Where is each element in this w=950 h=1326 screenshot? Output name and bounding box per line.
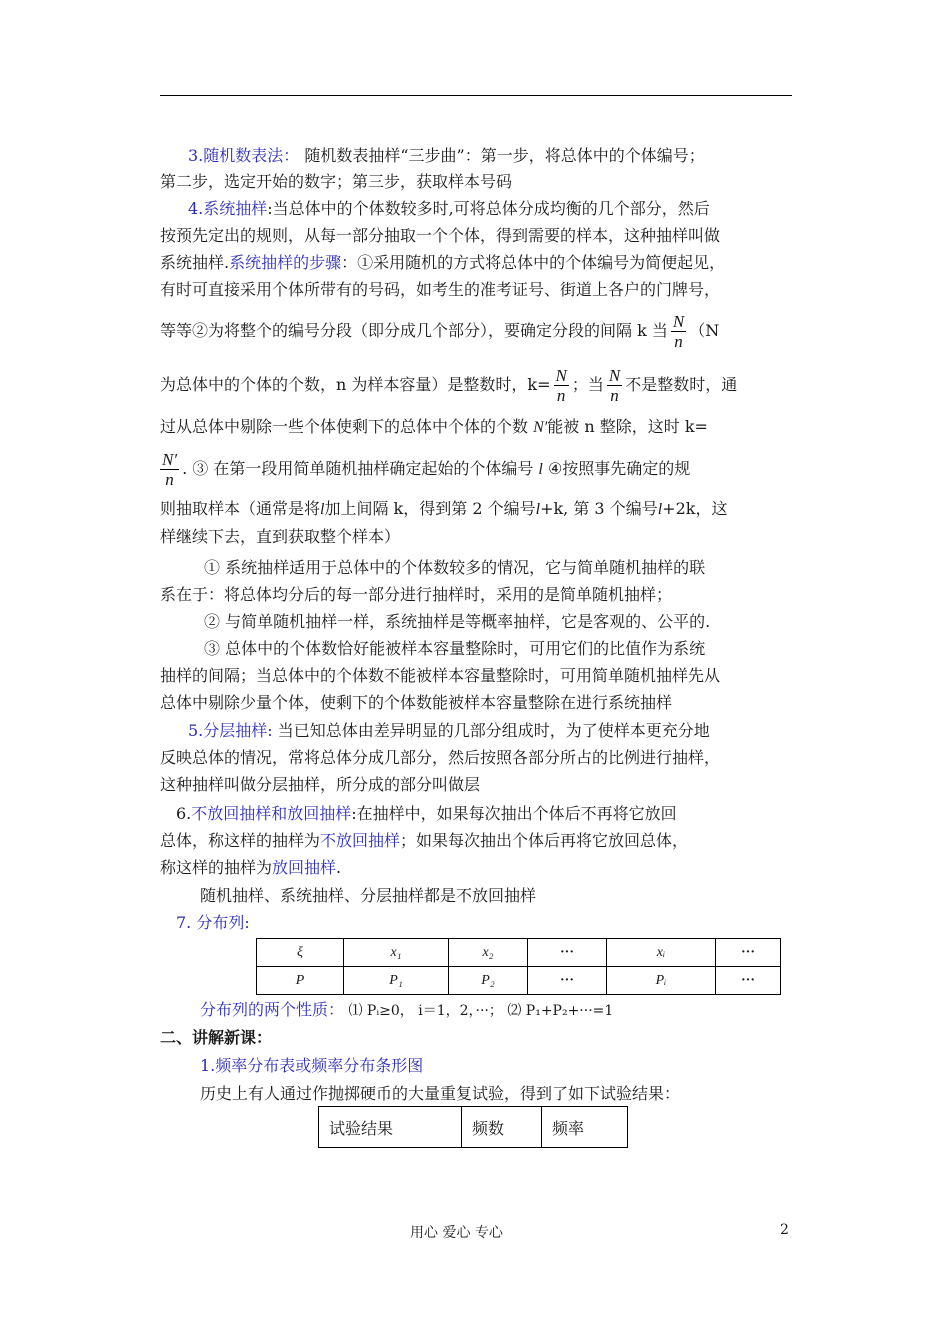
page-number: 2	[780, 1222, 789, 1238]
table-cell: P₂	[449, 967, 528, 995]
s4-note3b: 抽样的间隔；当总体中的个体数不能被样本容量整除时，可用简单随机抽样先从	[160, 666, 721, 685]
s6-text2c: ；如果每次抽出个体后再将它放回总体，	[400, 831, 689, 850]
s4-line2: 按预先定出的规则，从每一部分抽取一个个体，得到需要的样本，这种抽样叫做	[160, 226, 721, 245]
table-header: 试验结果	[319, 1107, 462, 1148]
s3-line2: 第二步，选定开始的数字；第三步，获取样本号码	[160, 172, 513, 191]
s6-text2a: 总体，称这样的抽样为	[160, 831, 321, 850]
s4-text6b: ；当	[571, 375, 604, 394]
s4-text9c: +k, 第 3 个编号	[540, 499, 658, 518]
s4-text3a: 系统抽样.	[160, 253, 230, 272]
s6-text3a: 称这样的抽样为	[160, 858, 273, 877]
s6-line1	[176, 804, 677, 824]
frac-den: n	[556, 386, 566, 405]
s4-line9	[160, 499, 727, 520]
s4-text1: :当总体中的个体数较多时,可将总体分成均衡的几个部分，然后	[267, 199, 710, 218]
s4-heading: 4.系统抽样	[188, 199, 268, 218]
s4-text6a: 为总体中的个体的个数，n 为样本容量）是整数时，k=	[160, 375, 551, 394]
s4-line1	[188, 199, 710, 219]
table-cell: P	[257, 967, 344, 995]
frac-den: n	[674, 332, 683, 351]
math-l: l	[320, 501, 325, 518]
s4-line6	[160, 362, 737, 408]
math-l: l	[538, 461, 543, 478]
s6-line2	[160, 831, 688, 851]
frac-num: N	[608, 366, 621, 385]
s4-note2: ② 与简单随机抽样一样，系统抽样是等概率抽样，它是客观的、公平的.	[204, 612, 711, 631]
math-N-prime: N′	[533, 419, 548, 436]
s6-line4: 随机抽样、系统抽样、分层抽样都是不放回抽样	[200, 886, 537, 905]
s7-properties	[200, 1000, 613, 1021]
s6-heading: 不放回抽样和放回抽样	[191, 804, 352, 823]
s6-text3c: .	[336, 858, 342, 877]
table-cell: ···	[528, 967, 607, 995]
s4-text3c: ：①采用随机的方式将总体中的个体编号为简便起见，	[341, 253, 726, 272]
footer-text: 用心 爱心 专心	[410, 1225, 503, 1241]
part2-subheading: 1.频率分布表或频率分布条形图	[200, 1056, 424, 1075]
s4-text7a: 过从总体中剔除一些个体使剩下的总体中个体的个数	[160, 417, 529, 436]
math-l: l	[535, 501, 541, 518]
table-cell: ···	[716, 967, 781, 995]
table-cell: ···	[716, 939, 781, 967]
table-row	[257, 967, 781, 995]
s4-text5: 等等②为将整个的编号分段（即分成几个部分），要确定分段的间隔 k 当	[160, 321, 668, 340]
s4-line8	[160, 446, 690, 493]
part2-paragraph: 历史上有人通过作抛掷硬币的大量重复试验，得到了如下试验结果：	[200, 1084, 681, 1103]
s3-text1: 随机数表抽样“三步曲”：第一步，将总体中的个体编号；	[299, 146, 705, 165]
s4-text5b: （N	[689, 321, 720, 340]
s4-text8a: . ③ 在第一段用简单随机抽样确定起始的个体编号	[182, 459, 534, 478]
s4-line10: 样继续下去，直到获取整个样本）	[160, 527, 401, 546]
s4-text9b: 加上间隔 k，得到第 2 个编号	[324, 499, 536, 518]
s7-props-text: ⑴ Pᵢ≥0， i＝1，2，···； ⑵ P₁+P₂+···=1	[344, 1003, 614, 1019]
s4-line5	[160, 308, 719, 354]
term-non-replacement: 不放回抽样	[320, 831, 401, 850]
s4-line3	[160, 253, 725, 273]
table-cell: xᵢ	[607, 939, 716, 967]
s5-text1: 当已知总体由差异明显的几部分组成时，为了使样本更充分地	[272, 721, 710, 740]
s4-note1b: 系在于：将总体均分后的每一部分进行抽样时，采用的是简单随机抽样；	[160, 585, 673, 604]
table-row	[257, 939, 781, 967]
part2-heading: 二、讲解新课：	[160, 1028, 273, 1047]
fraction-N-over-n	[607, 366, 622, 405]
s4-line7	[160, 417, 708, 438]
s7-props-label: 分布列的两个性质：	[200, 1000, 345, 1019]
table-cell: x₂	[449, 939, 528, 967]
frac-den: n	[165, 470, 174, 489]
s4-steps-heading: 系统抽样的步骤	[229, 253, 342, 272]
frac-num: N	[672, 312, 685, 331]
s6-line3	[160, 858, 341, 878]
s4-note3c: 总体中剔除少量个体，使剩下的个体数能被样本容量整除在进行系统抽样	[160, 693, 673, 712]
table-row	[319, 1107, 628, 1148]
math-l: l	[657, 501, 663, 518]
table-header: 频率	[542, 1107, 628, 1148]
frac-num: N′	[162, 450, 178, 469]
s5-line2: 反映总体的情况，常将总体分成几部分，然后按照各部分所占的比例进行抽样，	[160, 748, 721, 767]
s6-number: 6.	[176, 804, 192, 823]
s4-note3a: ③ 总体中的个体数恰好能被样本容量整除时，可用它们的比值作为系统	[204, 639, 706, 658]
table-header: 频数	[462, 1107, 542, 1148]
term-replacement: 放回抽样	[272, 858, 337, 877]
fraction-Nprime-over-n	[160, 450, 179, 489]
fraction-N-over-n	[671, 312, 686, 351]
s5-heading: 5.分层抽样:	[188, 721, 273, 740]
frac-den: n	[610, 386, 619, 405]
s4-text9a: 则抽取样本（通常是将	[160, 499, 321, 518]
table-cell: ···	[528, 939, 607, 967]
results-table	[318, 1106, 628, 1148]
s4-text8b: ④按照事先确定的规	[542, 459, 691, 478]
table-cell: Pᵢ	[607, 967, 716, 995]
frac-num: N	[555, 366, 567, 385]
table-cell: ξ	[257, 939, 344, 967]
s4-text6c: 不是整数时，通	[625, 375, 738, 394]
s3-heading: 3.随机数表法：	[188, 146, 300, 165]
distribution-table	[256, 938, 781, 995]
table-cell: P₁	[344, 967, 449, 995]
s6-text1: :在抽样中，如果每次抽出个体后不再将它放回	[351, 804, 677, 823]
s3-line1	[188, 146, 705, 166]
s7-heading: 7. 分布列:	[176, 913, 250, 932]
s5-line3: 这种抽样叫做分层抽样，所分成的部分叫做层	[160, 775, 481, 794]
s4-text9d: +2k，这	[662, 499, 728, 518]
table-cell: x₁	[344, 939, 449, 967]
s4-line4: 有时可直接采用个体所带有的号码，如考生的准考证号、街道上各户的门牌号，	[160, 280, 721, 299]
s4-note1a: ① 系统抽样适用于总体中的个体数较多的情况，它与简单随机抽样的联	[204, 558, 706, 577]
header-rule	[160, 95, 792, 96]
s4-text7b: 能被 n 整除，这时 k=	[547, 417, 708, 436]
fraction-N-over-n	[554, 366, 569, 405]
s5-line1	[188, 721, 710, 741]
